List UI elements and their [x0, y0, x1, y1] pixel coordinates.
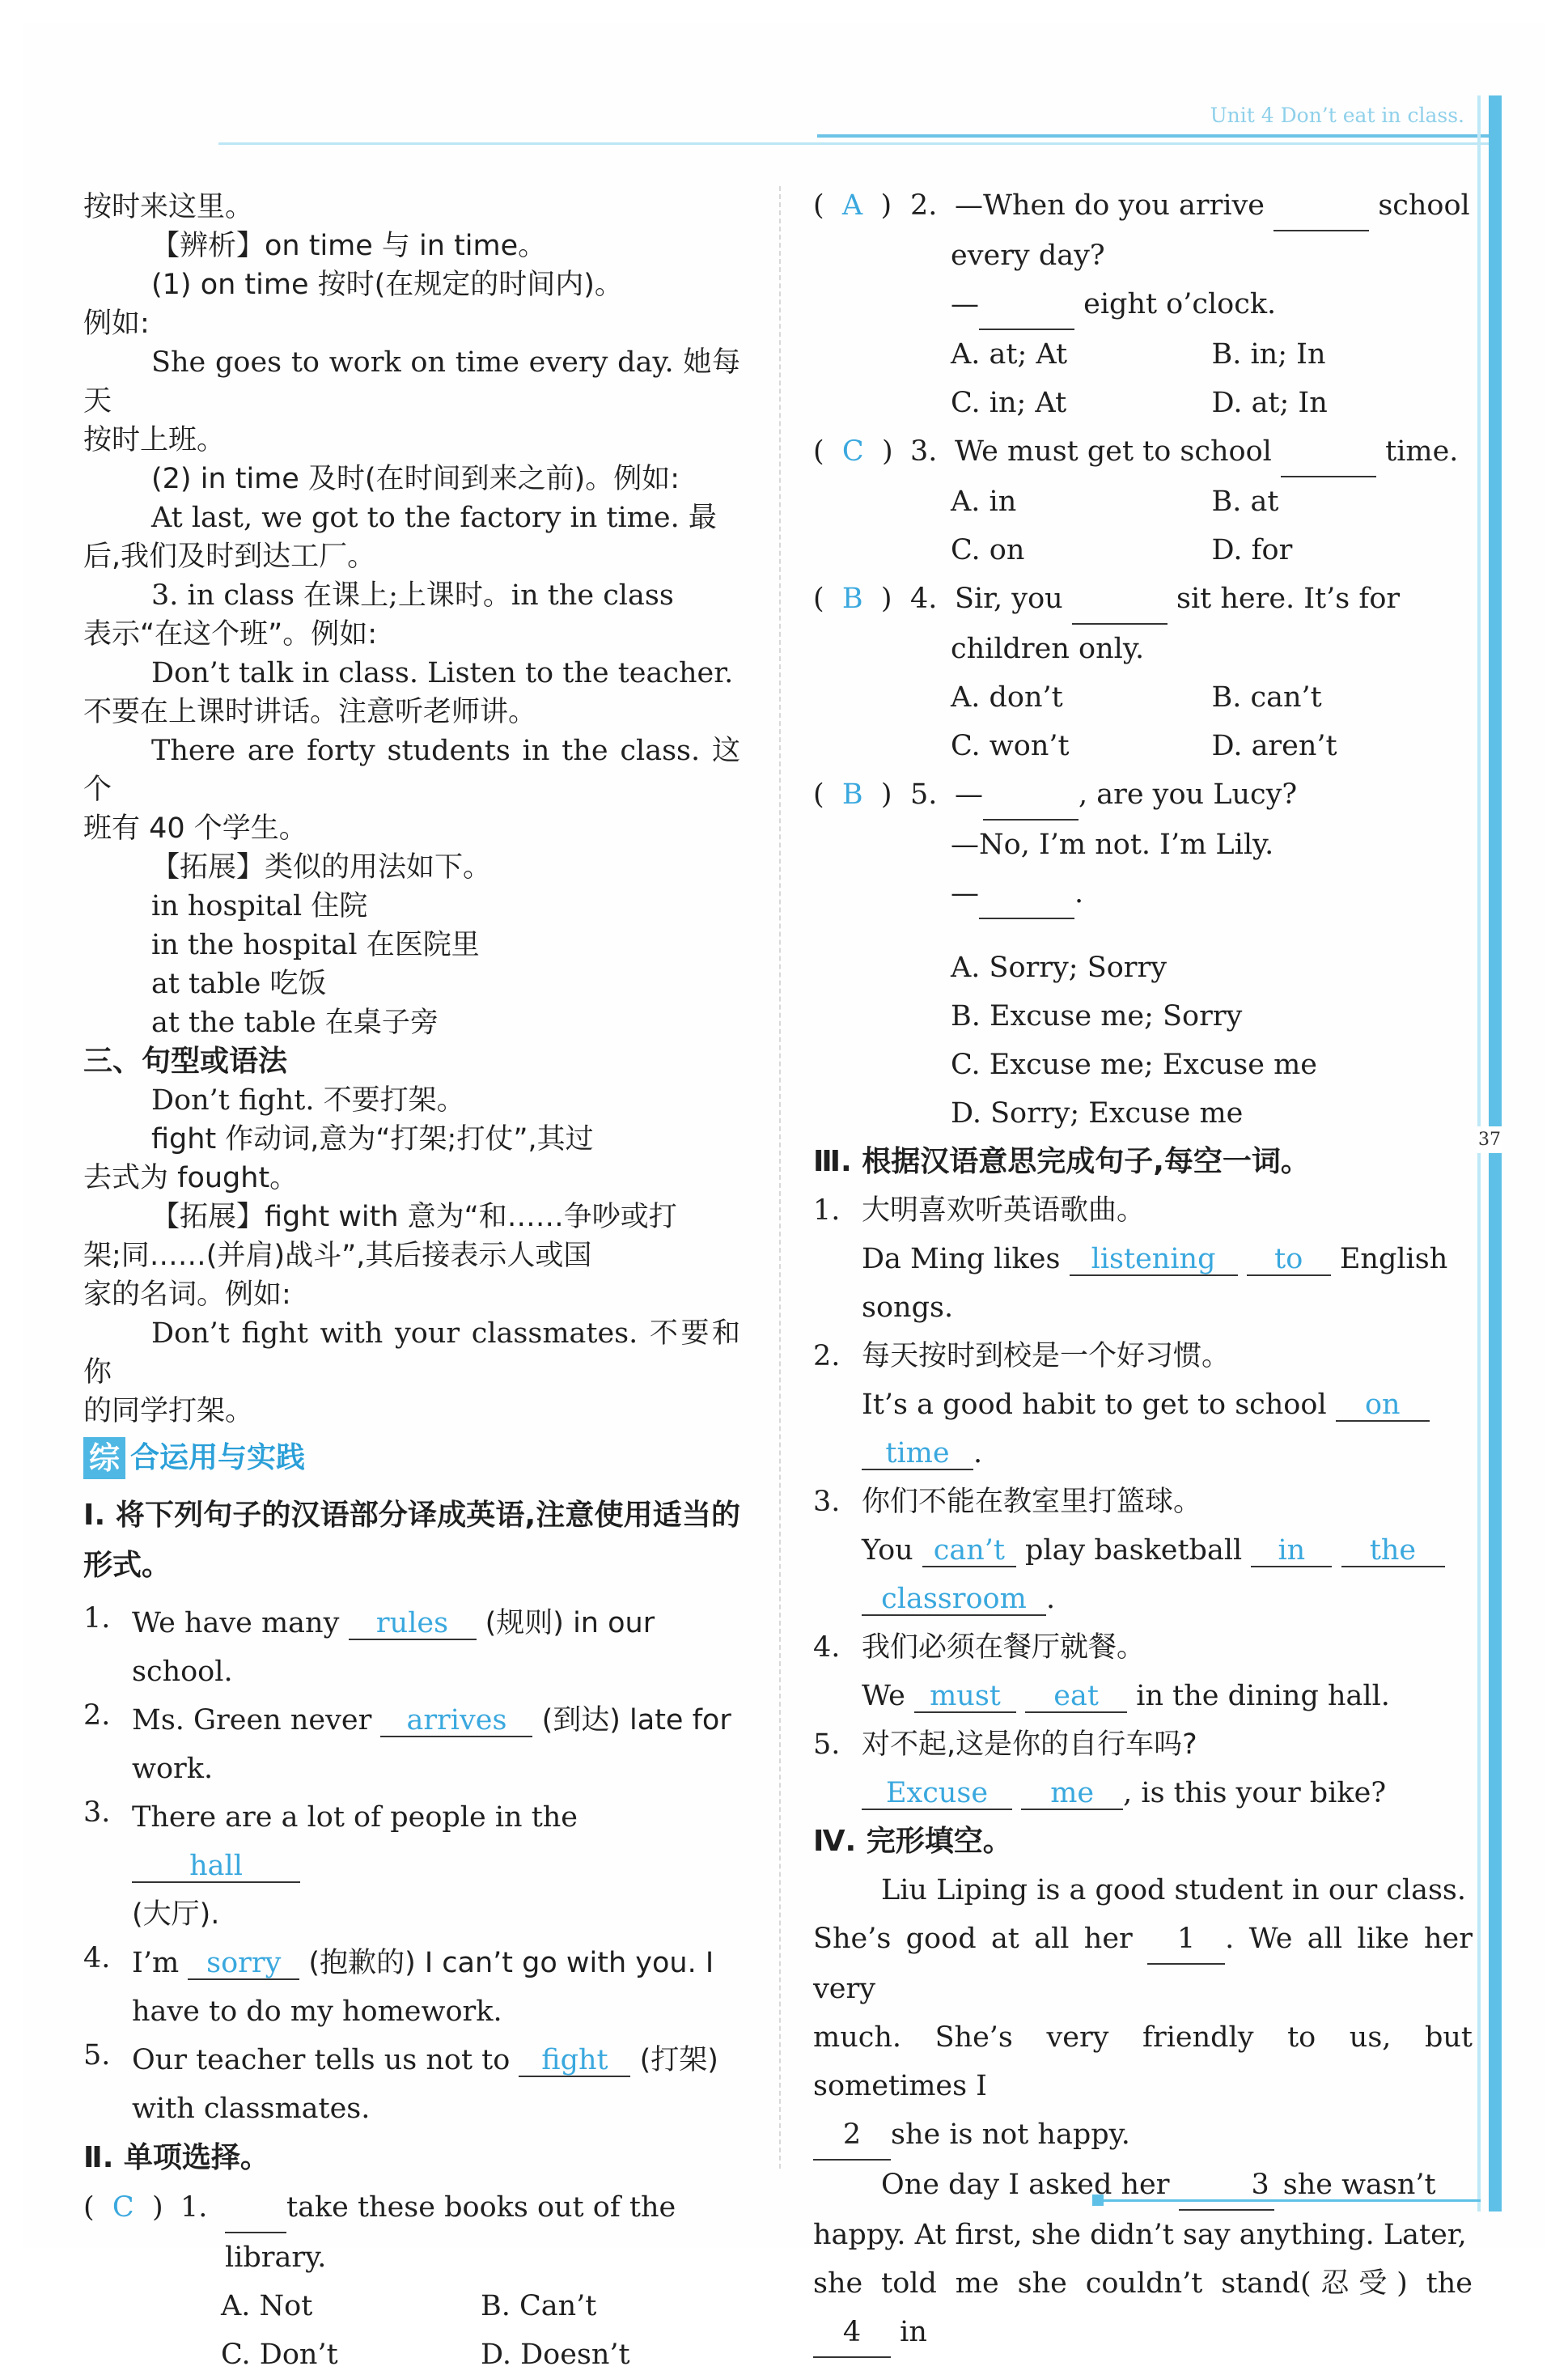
text-line: fight 作动词,意为“打架;打仗”,其过 [151, 1123, 594, 1156]
cloze-passage: Liu Liping is a good student in our class. She’s good at all her 1 . We all like her very much. She’s very friendly to us, but sometimes I 2 she is not happy. One day I asked her 3 she wasn’t happy. At first, she didn’t say anything. Later, she told me she couldn’t stand(忍受) the 4 in [813, 1866, 1473, 2358]
option-d[interactable]: D. Sorry; Excuse me [951, 1097, 1244, 1130]
answer-blank[interactable]: Excuse [862, 1778, 1012, 1810]
cloze-blank[interactable]: 1 [1147, 1915, 1225, 1965]
option-c[interactable]: C. in; At [951, 387, 1067, 419]
text-line: Don’t fight. 不要打架。 [151, 1084, 465, 1117]
text-line: 家的名词。例如: [83, 1279, 291, 1311]
text-line: at table 吃饭 [151, 968, 327, 1000]
answer-blank[interactable]: sorry [188, 1948, 299, 1980]
text-line: 例如: [83, 307, 150, 340]
question-item: 5. Our teacher tells us not to fight (打架) with classmates. [83, 2039, 718, 2125]
text-line: 【拓展】类似的用法如下。 [151, 851, 492, 884]
answer-blank[interactable]: hall [132, 1851, 300, 1883]
text-line: —No, I’m not. I’m Lily. [951, 829, 1274, 861]
heading-badge: 综 [83, 1437, 125, 1479]
practice-heading [83, 1437, 740, 1479]
text-line: 班有 40 个学生。 [83, 812, 307, 845]
page-number: 37 [1477, 1126, 1502, 1153]
answer-blank[interactable]: can’t [922, 1535, 1016, 1567]
options-grid [813, 330, 1473, 427]
heading-text: 合运用与实践 [130, 1441, 306, 1474]
text-line: 3. in class 在课上;上课时。in the class [151, 579, 674, 612]
option-b[interactable]: B. Can’t [481, 2290, 597, 2322]
question-item: 3. 你们不能在教室里打篮球。 You can’t play basketball in the classroom . [813, 1478, 1473, 1623]
option-c[interactable]: C. Don’t [221, 2339, 338, 2371]
option-d[interactable]: D. aren’t [1211, 730, 1337, 762]
options-grid [813, 673, 1473, 770]
question-item: 5. 对不起,这是你的自行车吗? Excuse me , is this your bike? [813, 1728, 1387, 1809]
question-item: 4. I’m sorry (抱歉的) I can’t go with you. I have to do my homework. [83, 1942, 714, 2028]
text-line: She goes to work on time every day. 她每天 [83, 346, 740, 418]
answer-blank[interactable]: rules [349, 1608, 477, 1640]
text-line: 表示“在这个班”。例如: [83, 618, 378, 651]
answer-blank[interactable]: in [1251, 1535, 1332, 1567]
option-c[interactable]: C. Excuse me; Excuse me [951, 1049, 1317, 1081]
question-item: 1. We have many rules (规则) in our school. [83, 1602, 655, 1688]
part3-title: Ⅲ. 根据汉语意思完成句子,每空一词。 [813, 1145, 1310, 1178]
options-grid [813, 477, 1473, 575]
text-line: Don’t fight with your classmates. 不要和你 [83, 1317, 740, 1389]
part1-title: Ⅰ. 将下列句子的汉语部分译成英语,注意使用适当的形式。 [83, 1499, 740, 1582]
selected-answer[interactable]: C [112, 2191, 134, 2224]
text-line: — eight o’clock. [813, 280, 1473, 330]
question-item: 1. 大明喜欢听英语歌曲。 Da Ming likes listening to English songs. [813, 1194, 1448, 1324]
selected-answer[interactable]: C [841, 435, 864, 468]
cloze-blank[interactable]: 4 [813, 2308, 891, 2358]
question-item: 2. 每天按时到校是一个好习惯。 It’s a good habit to get to school on time . [813, 1332, 1473, 1478]
text-line: 后,我们及时到达工厂。 [83, 541, 376, 573]
text-line: at the table 在桌子旁 [151, 1007, 439, 1039]
text-line: (2) in time 及时(在时间到来之前)。例如: [151, 463, 680, 495]
question-item: 3. There are a lot of people in the hall (大厅). [83, 1796, 578, 1931]
answer-blank[interactable]: me [1021, 1778, 1123, 1810]
option-a[interactable]: A. at; At [951, 338, 1068, 371]
answer-blank[interactable]: the [1341, 1535, 1445, 1567]
cloze-blank[interactable]: 3 [1179, 2161, 1274, 2211]
part4-title: Ⅳ. 完形填空。 [813, 1825, 1012, 1858]
answer-blank[interactable]: to [1247, 1244, 1331, 1276]
text-line: every day? [951, 240, 1105, 272]
selected-answer[interactable]: A [841, 189, 863, 222]
part2-title: Ⅱ. 单项选择。 [83, 2141, 269, 2174]
text-line: 【拓展】fight with 意为“和……争吵或打 [151, 1201, 677, 1233]
text-line: in hospital 住院 [151, 890, 368, 922]
column-divider [779, 186, 781, 2169]
running-header: Unit 4 Don’t eat in class. [1210, 104, 1464, 127]
choice-question: ( C ) 1. take these books out of the library. [83, 2183, 740, 2282]
text-line: 去式为 fought。 [83, 1162, 299, 1194]
option-a[interactable]: A. don’t [951, 681, 1063, 714]
text-line: Don’t talk in class. Listen to the teacher. [151, 657, 734, 689]
text-line: 按时上班。 [83, 424, 226, 456]
answer-blank[interactable]: listening [1070, 1244, 1238, 1276]
selected-answer[interactable]: B [841, 778, 863, 811]
option-b[interactable]: B. at [1211, 486, 1279, 518]
text-line: — . [813, 869, 1473, 919]
choice-question: ( C ) 3. We must get to school time. [813, 427, 1473, 477]
option-b[interactable]: B. Excuse me; Sorry [951, 1000, 1243, 1033]
cloze-blank[interactable]: 2 [813, 2110, 891, 2161]
answer-blank[interactable]: classroom [862, 1584, 1046, 1616]
option-a[interactable]: A. Sorry; Sorry [951, 952, 1168, 984]
answer-blank[interactable]: must [914, 1681, 1016, 1713]
question-item: 2. Ms. Green never arrives (到达) late for work. [83, 1699, 731, 1785]
section-heading: 三、句型或语法 [83, 1045, 288, 1078]
choice-question: ( A ) 2. —When do you arrive school [813, 181, 1473, 231]
right-column [813, 181, 1473, 2358]
option-d[interactable]: D. for [1211, 534, 1293, 566]
text-line: There are forty students in the class. 这个 [83, 735, 740, 806]
text-line: in the hospital 在医院里 [151, 929, 480, 961]
left-column [83, 188, 740, 2379]
option-c[interactable]: C. on [951, 534, 1025, 566]
option-a[interactable]: A. in [951, 486, 1017, 518]
answer-blank[interactable]: fight [519, 2045, 630, 2077]
side-rule-thin [1477, 95, 1481, 2211]
text-line: 的同学打架。 [83, 1395, 254, 1427]
option-d[interactable]: D. at; In [1211, 387, 1328, 419]
header-rule [218, 142, 1489, 145]
option-d[interactable]: D. Doesn’t [481, 2339, 630, 2371]
answer-blank[interactable]: time [862, 1438, 973, 1470]
side-rule [1489, 95, 1502, 2211]
header-rule-accent [817, 134, 1489, 138]
selected-answer[interactable]: B [841, 583, 863, 615]
option-b[interactable]: B. can’t [1211, 681, 1322, 714]
option-c[interactable]: C. won’t [951, 730, 1070, 762]
choice-question: ( B ) 4. Sir, you sit here. It’s for [813, 575, 1473, 625]
text-line: 不要在上课时讲话。注意听老师讲。 [83, 696, 537, 728]
text-line: 按时来这里。 [83, 191, 254, 223]
option-b[interactable]: B. in; In [1211, 338, 1326, 371]
text-line: At last, we got to the factory in time. 最 [151, 502, 717, 534]
text-line: 【辨析】on time 与 in time。 [151, 230, 547, 262]
answer-blank[interactable]: arrives [380, 1705, 532, 1737]
answer-blank[interactable]: on [1336, 1389, 1430, 1422]
text-line: 架;同……(并肩)战斗”,其后接表示人或国 [83, 1240, 592, 1272]
options-grid [83, 2282, 740, 2379]
text-line: (1) on time 按时(在规定的时间内)。 [151, 269, 623, 301]
answer-blank[interactable]: eat [1025, 1681, 1127, 1713]
text-line: children only. [951, 633, 1145, 665]
option-a[interactable]: A. Not [221, 2290, 313, 2322]
question-item: 4. 我们必须在餐厅就餐。 We must eat in the dining hall. [813, 1631, 1390, 1712]
choice-question: ( B ) 5. — , are you Lucy? [813, 770, 1473, 821]
